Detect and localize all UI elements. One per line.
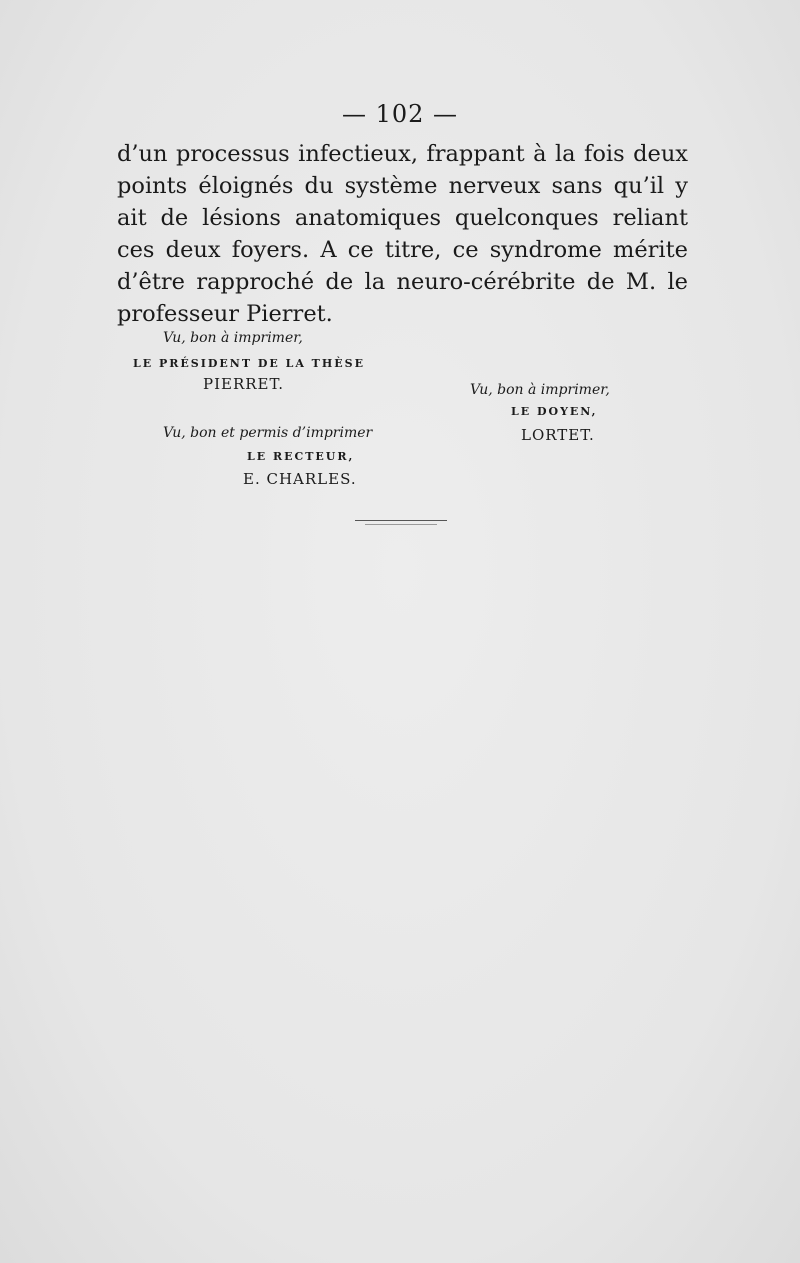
closing-rule-secondary bbox=[365, 524, 437, 525]
recteur-approval-line: Vu, bon et permis d’imprimer bbox=[163, 425, 373, 441]
doyen-title: LE DOYEN, bbox=[511, 405, 598, 418]
body-paragraph: d’un processus infectieux, frappant à la fois deux points éloignés du système nerveux sans qu’il y ait de lésions anatomiques quelconques reliant ces deux foyers. A ce titre, ce syndrome mérite d’être rapproché de la neuro-cérébrite de M. le professeur Pierret. bbox=[117, 141, 688, 327]
president-title: LE PRÉSIDENT DE LA THÈSE bbox=[133, 357, 365, 370]
page-number: — 102 — bbox=[341, 100, 459, 128]
closing-rule bbox=[355, 520, 447, 521]
recteur-name: E. CHARLES. bbox=[243, 470, 357, 488]
recteur-title: LE RECTEUR, bbox=[247, 450, 355, 463]
doyen-name: LORTET. bbox=[521, 426, 595, 444]
president-name: PIERRET. bbox=[203, 375, 285, 393]
doyen-approval-line: Vu, bon à imprimer, bbox=[470, 382, 610, 398]
president-approval-line: Vu, bon à imprimer, bbox=[163, 330, 303, 346]
